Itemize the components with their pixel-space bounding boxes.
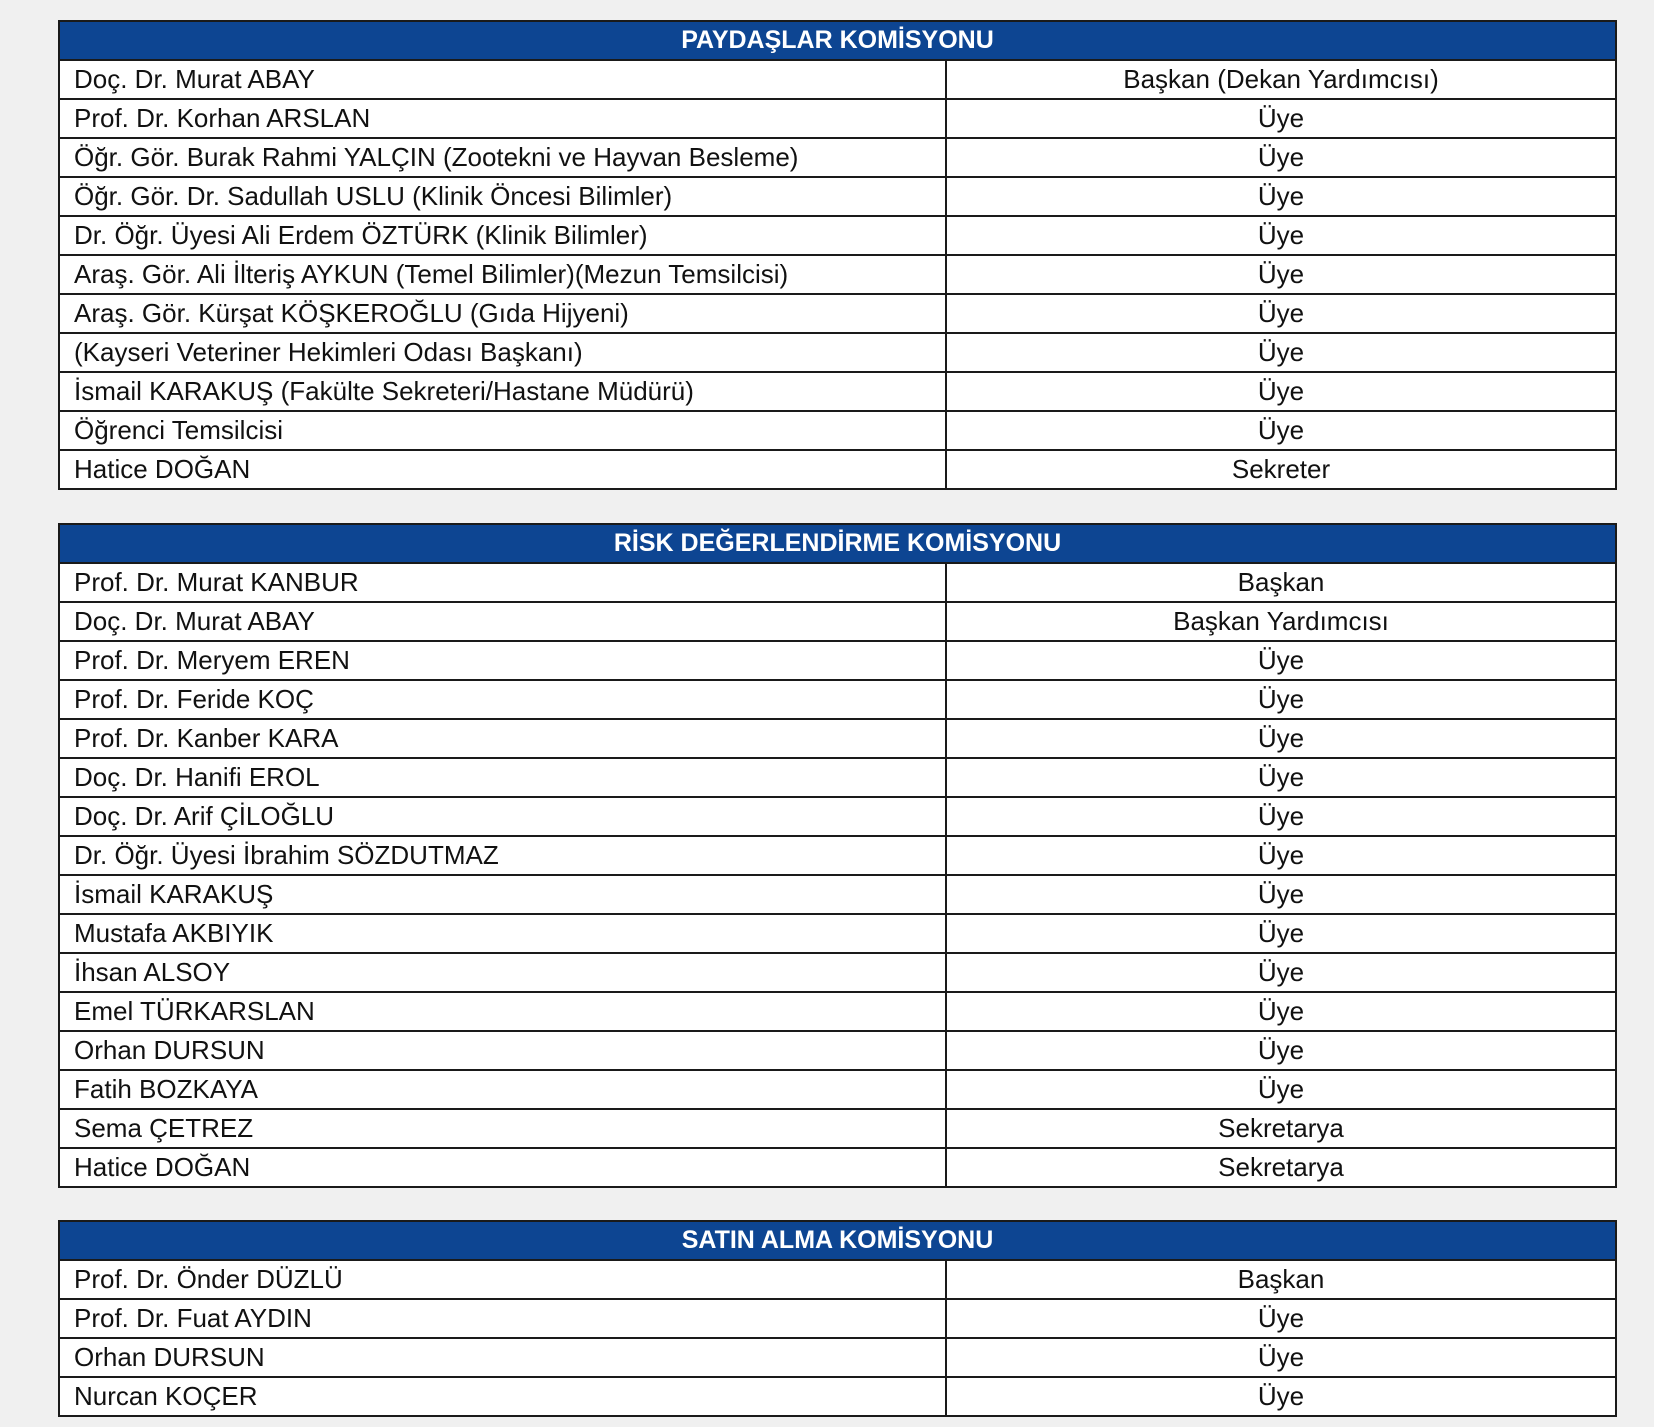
member-role: Başkan [946,1260,1616,1299]
table-row [59,563,1616,602]
member-name: Prof. Dr. Fuat AYDIN [59,1299,946,1338]
member-role: Üye [946,255,1616,294]
member-name: Araş. Gör. Ali İlteriş AYKUN (Temel Bilimler)(Mezun Temsilcisi) [59,255,946,294]
table-row [59,953,1616,992]
commission-title: SATIN ALMA KOMİSYONU [59,1221,1616,1260]
member-name: Öğr. Gör. Dr. Sadullah USLU (Klinik Öncesi Bilimler) [59,177,946,216]
paydaslar-commission-table [58,20,1617,490]
member-name: İsmail KARAKUŞ [59,875,946,914]
member-name: İhsan ALSOY [59,953,946,992]
member-role: Üye [946,294,1616,333]
member-rows [59,563,1616,1187]
member-role: Üye [946,641,1616,680]
member-role: Üye [946,177,1616,216]
member-role: Başkan (Dekan Yardımcısı) [946,60,1616,99]
table-row [59,719,1616,758]
member-name: Araş. Gör. Kürşat KÖŞKEROĞLU (Gıda Hijyeni) [59,294,946,333]
table-row [59,216,1616,255]
member-role: Üye [946,992,1616,1031]
table-row [59,1377,1616,1416]
table-row [59,372,1616,411]
member-name: Emel TÜRKARSLAN [59,992,946,1031]
table-row [59,1070,1616,1109]
member-name: Orhan DURSUN [59,1338,946,1377]
risk-degerlendirme-commission-table [58,523,1617,1188]
table-header-row [59,1221,1616,1260]
member-name: Prof. Dr. Meryem EREN [59,641,946,680]
member-role: Sekretarya [946,1109,1616,1148]
table-row [59,1148,1616,1187]
member-name: Hatice DOĞAN [59,450,946,489]
member-name: Prof. Dr. Önder DÜZLÜ [59,1260,946,1299]
table-row [59,1031,1616,1070]
member-role: Üye [946,411,1616,450]
table-row [59,411,1616,450]
member-name: (Kayseri Veteriner Hekimleri Odası Başkanı) [59,333,946,372]
table-row [59,1299,1616,1338]
member-role: Üye [946,216,1616,255]
member-role: Üye [946,875,1616,914]
member-rows [59,1260,1616,1416]
table-row [59,602,1616,641]
table-row [59,641,1616,680]
table-row [59,450,1616,489]
member-name: Sema ÇETREZ [59,1109,946,1148]
member-role: Üye [946,680,1616,719]
satin-alma-commission-table [58,1220,1617,1417]
member-role: Üye [946,1377,1616,1416]
table-row [59,797,1616,836]
table-row [59,992,1616,1031]
member-name: Doç. Dr. Hanifi EROL [59,758,946,797]
member-name: Mustafa AKBIYIK [59,914,946,953]
member-name: Dr. Öğr. Üyesi Ali Erdem ÖZTÜRK (Klinik Bilimler) [59,216,946,255]
member-name: Orhan DURSUN [59,1031,946,1070]
member-role: Üye [946,836,1616,875]
table-row [59,60,1616,99]
table-row [59,1109,1616,1148]
member-role: Başkan [946,563,1616,602]
table-row [59,333,1616,372]
table-row [59,914,1616,953]
member-role: Başkan Yardımcısı [946,602,1616,641]
table-row [59,99,1616,138]
member-role: Üye [946,1338,1616,1377]
member-role: Üye [946,1070,1616,1109]
member-role: Üye [946,797,1616,836]
table-row [59,255,1616,294]
member-name: Prof. Dr. Kanber KARA [59,719,946,758]
member-role: Üye [946,372,1616,411]
member-name: Prof. Dr. Korhan ARSLAN [59,99,946,138]
table-row [59,294,1616,333]
member-name: Prof. Dr. Feride KOÇ [59,680,946,719]
commission-title: RİSK DEĞERLENDİRME KOMİSYONU [59,524,1616,563]
member-role: Üye [946,953,1616,992]
table-row [59,836,1616,875]
member-name: Fatih BOZKAYA [59,1070,946,1109]
member-name: Doç. Dr. Arif ÇİLOĞLU [59,797,946,836]
member-role: Üye [946,914,1616,953]
member-name: Hatice DOĞAN [59,1148,946,1187]
member-rows [59,60,1616,489]
table-row [59,875,1616,914]
table-row [59,138,1616,177]
member-name: Doç. Dr. Murat ABAY [59,602,946,641]
member-role: Üye [946,1031,1616,1070]
table-header-row [59,524,1616,563]
member-role: Üye [946,99,1616,138]
member-name: Öğr. Gör. Burak Rahmi YALÇIN (Zootekni ve Hayvan Besleme) [59,138,946,177]
table-row [59,680,1616,719]
member-name: Doç. Dr. Murat ABAY [59,60,946,99]
member-role: Sekretarya [946,1148,1616,1187]
member-name: Nurcan KOÇER [59,1377,946,1416]
member-role: Üye [946,333,1616,372]
member-name: Prof. Dr. Murat KANBUR [59,563,946,602]
table-row [59,1338,1616,1377]
member-name: İsmail KARAKUŞ (Fakülte Sekreteri/Hastane Müdürü) [59,372,946,411]
member-name: Dr. Öğr. Üyesi İbrahim SÖZDUTMAZ [59,836,946,875]
member-role: Sekreter [946,450,1616,489]
member-name: Öğrenci Temsilcisi [59,411,946,450]
member-role: Üye [946,1299,1616,1338]
table-row [59,758,1616,797]
commission-title: PAYDAŞLAR KOMİSYONU [59,21,1616,60]
member-role: Üye [946,758,1616,797]
table-row [59,1260,1616,1299]
table-header-row [59,21,1616,60]
table-row [59,177,1616,216]
member-role: Üye [946,138,1616,177]
member-role: Üye [946,719,1616,758]
